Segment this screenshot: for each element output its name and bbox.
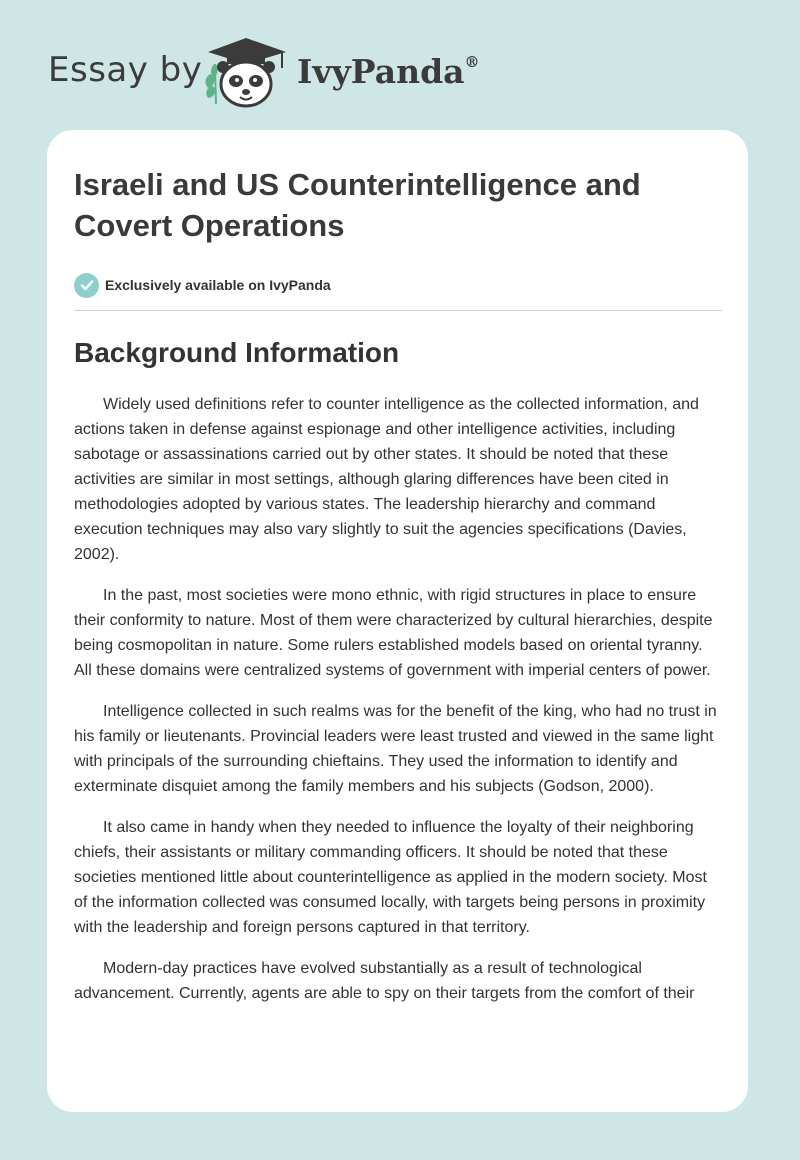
exclusive-badge	[74, 271, 722, 299]
site-header	[0, 0, 800, 130]
section-heading: Background Information	[74, 337, 400, 368]
divider	[74, 310, 722, 311]
paragraph: Widely used definitions refer to counter intelligence as the collected information, and actions taken in defense against espionage and other intelligence activities, including sabotage or assassinations carried out by other states. It should be noted that these activities are similar in most settings, although glaring differences have been cited in methodologies adopted by various states. The leadership hierarchy and command execution techniques may also vary slightly to suit the agencies specifications (Davies, 2002).	[74, 396, 699, 563]
registered-mark: ®	[464, 53, 480, 71]
article-card	[47, 130, 748, 1112]
article-body	[74, 392, 722, 1006]
essay-by-label: Essay by	[48, 50, 203, 90]
paragraph: It also came in handy when they needed to influence the loyalty of their neighboring chiefs, their assistants or military commanding officers. It should be noted that these societies mentioned little about counterintelligence as applied in the modern society. Most of the information collected was consumed locally, with targets being persons in proximity with the leadership and foreign persons captured in that territory.	[74, 819, 707, 936]
panda-graduate-logo-icon[interactable]	[200, 34, 292, 112]
brand-text: IvyPanda	[297, 52, 465, 91]
badge-label: Exclusively available on IvyPanda	[105, 277, 331, 293]
brand-name[interactable]	[297, 52, 480, 91]
paragraph: Modern-day practices have evolved substantially as a result of technological advancement. Currently, agents are able to spy on their targets from the comfort of their	[74, 960, 695, 1002]
paragraph: In the past, most societies were mono ethnic, with rigid structures in place to ensure their conformity to nature. Most of them were characterized by cultural hierarchies, despite being cosmopolitan in nature. Some rulers established models based on oriental tyranny. All these domains were centralized systems of government with imperial centers of power.	[74, 587, 713, 679]
checkmark-icon	[74, 273, 99, 298]
paragraph: Intelligence collected in such realms was for the benefit of the king, who had no trust in his family or lieutenants. Provincial leaders were least trusted and viewed in the same light with principals of the surrounding chieftains. They used the information to identify and exterminate disquiet among the family members and his subjects (Godson, 2000).	[74, 703, 717, 795]
article-title: Israeli and US Counterintelligence and Covert Operations	[74, 167, 641, 243]
